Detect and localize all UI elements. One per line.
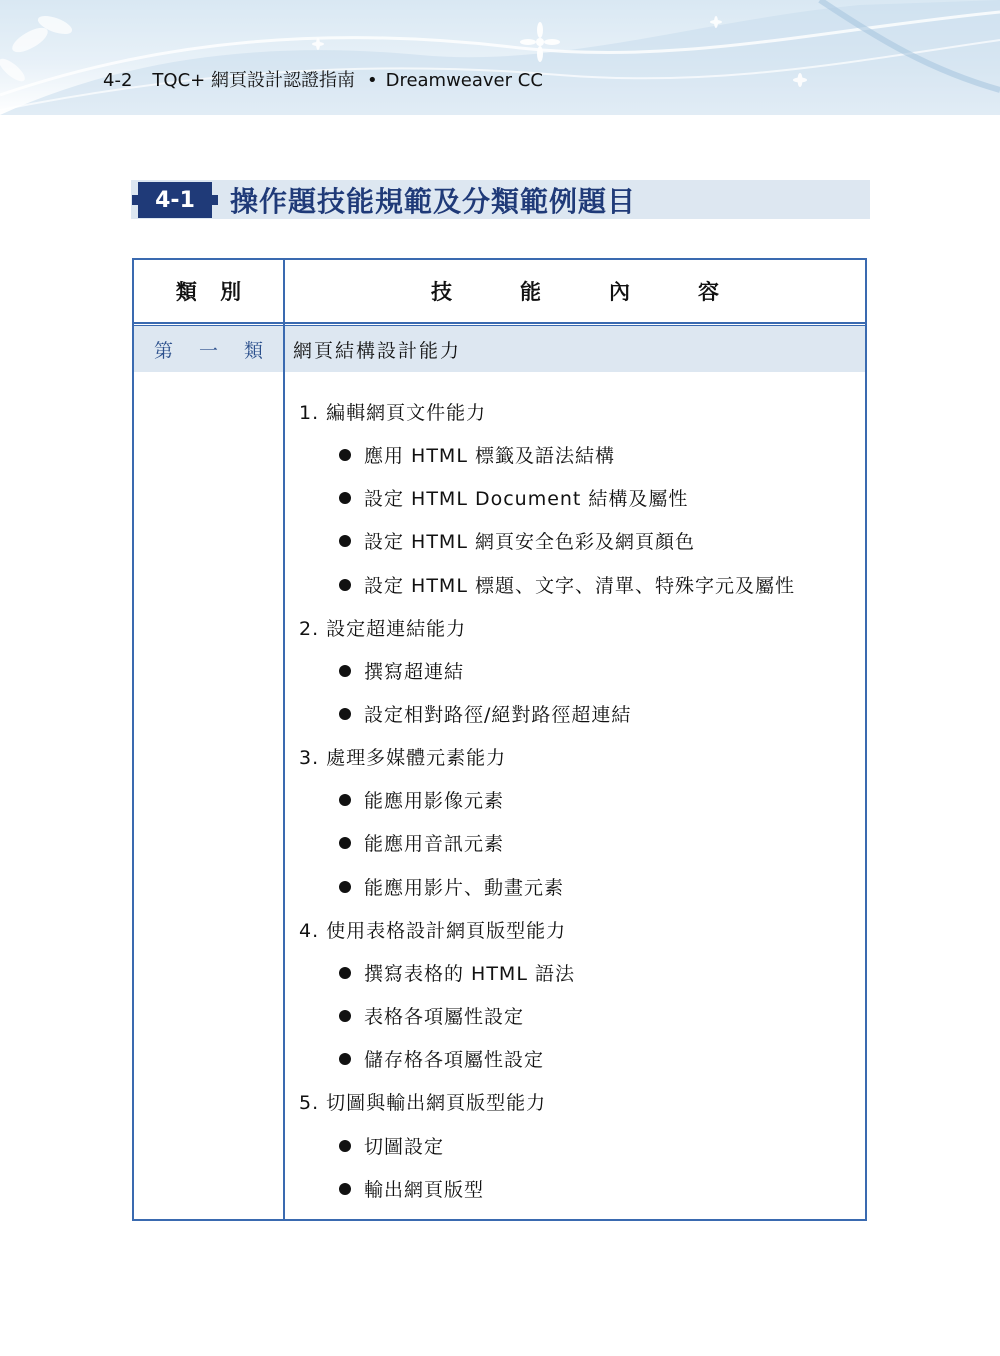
category-title: 網頁結構設計能力 xyxy=(293,339,462,362)
skill-sub-item xyxy=(339,786,504,813)
sub-item-text: 能應用影像元素 xyxy=(364,790,505,812)
skill-sub-item xyxy=(339,527,695,554)
book-title: TQC+ 網頁設計認證指南 xyxy=(152,70,355,91)
skill-sub-item xyxy=(339,484,688,511)
bullet-dot xyxy=(339,837,351,849)
bullet-dot xyxy=(339,665,351,677)
sub-item-text: 設定 HTML 網頁安全色彩及網頁顏色 xyxy=(364,531,695,553)
sub-item-text: 輸出網頁版型 xyxy=(364,1179,485,1201)
skill-sub-item xyxy=(339,829,504,856)
sub-item-text: 表格各項屬性設定 xyxy=(364,1006,525,1028)
sub-item-text: 切圖設定 xyxy=(364,1136,445,1158)
bullet-separator: • xyxy=(366,70,378,91)
skill-sub-item xyxy=(339,1002,524,1029)
header-char: 能 xyxy=(520,280,541,304)
skill-sub-item xyxy=(339,1132,444,1159)
skill-item: 1. 編輯網頁文件能力 xyxy=(299,402,487,424)
sub-item-text: 應用 HTML 標籤及語法結構 xyxy=(364,445,615,467)
skill-sub-item xyxy=(339,959,575,986)
category-label: 第 一 類 xyxy=(153,339,274,362)
book-subtitle: Dreamweaver CC xyxy=(385,70,543,91)
section-number-tab xyxy=(212,195,218,205)
bullet-dot xyxy=(339,492,351,504)
section-title: 操作題技能規範及分類範例題目 xyxy=(230,184,637,218)
section-number: 4-1 xyxy=(138,182,212,218)
skill-item: 4. 使用表格設計網頁版型能力 xyxy=(299,920,567,942)
bullet-dot xyxy=(339,794,351,806)
skill-sub-item xyxy=(339,700,631,727)
sub-item-text: 儲存格各項屬性設定 xyxy=(364,1049,545,1071)
skill-sub-item xyxy=(339,657,464,684)
sub-item-text: 撰寫超連結 xyxy=(364,661,465,683)
bullet-dot xyxy=(339,881,351,893)
bullet-dot xyxy=(339,579,351,591)
sub-item-text: 能應用音訊元素 xyxy=(364,833,505,855)
sub-item-text: 設定 HTML Document 結構及屬性 xyxy=(364,488,689,510)
bullet-dot xyxy=(339,535,351,547)
bullet-dot xyxy=(339,967,351,979)
skills-table xyxy=(132,258,867,1221)
skill-item: 3. 處理多媒體元素能力 xyxy=(299,747,507,769)
column-divider xyxy=(283,260,285,1219)
header-char: 技 xyxy=(431,280,452,304)
skill-sub-item xyxy=(339,873,564,900)
skill-item: 5. 切圖與輸出網頁版型能力 xyxy=(299,1092,547,1114)
skill-sub-item xyxy=(339,1045,544,1072)
skill-sub-item xyxy=(339,571,795,598)
bullet-dot xyxy=(339,1010,351,1022)
page-number: 4-2 xyxy=(103,70,133,91)
header-divider xyxy=(134,322,865,324)
bullet-dot xyxy=(339,708,351,720)
sub-item-text: 設定相對路徑/絕對路徑超連結 xyxy=(364,704,632,726)
sub-item-text: 能應用影片、動畫元素 xyxy=(364,877,565,899)
skill-sub-item xyxy=(339,441,615,468)
skill-item: 2. 設定超連結能力 xyxy=(299,618,467,640)
header-banner xyxy=(0,0,1000,115)
header-category: 類 別 xyxy=(175,280,250,304)
bullet-dot xyxy=(339,1053,351,1065)
bullet-dot xyxy=(339,1183,351,1195)
sub-item-text: 撰寫表格的 HTML 語法 xyxy=(364,963,575,985)
decorative-swirl-graphic xyxy=(0,0,1000,115)
header-skill-content xyxy=(285,260,865,322)
bullet-dot xyxy=(339,449,351,461)
header-char: 內 xyxy=(609,280,630,304)
bullet-dot xyxy=(339,1140,351,1152)
skill-sub-item xyxy=(339,1175,484,1202)
header-char: 容 xyxy=(698,280,719,304)
running-head xyxy=(103,66,543,92)
sub-item-text: 設定 HTML 標題、文字、清單、特殊字元及屬性 xyxy=(364,575,795,597)
